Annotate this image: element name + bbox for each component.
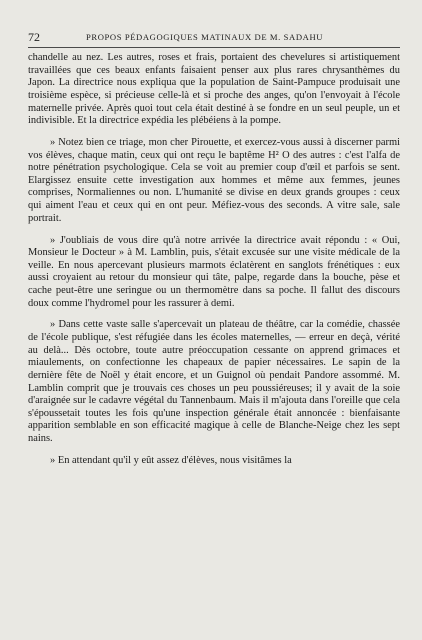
page-header — [28, 30, 400, 44]
paragraph: » En attendant qu'il y eût assez d'élèves, nous visitâmes la — [50, 454, 292, 466]
header-rule — [28, 47, 400, 48]
page-number: 72 — [28, 30, 40, 44]
paragraph: » Notez bien ce triage, mon cher Pirouette, et exercez-vous aussi à discerner parmi vos élèves, chaque matin, ceux qui ont reçu le baptême H² O des autres : c'est l'alfa de notre pénétration psychologique. Cela se voit au premier coup d'œil et parfois se sent. Elargissez ensuite cette investigation aux hommes et même aux femmes, jeunes comprises, Normaliennes ou non. L'humanité se divise en deux grands groupes : ceux qui aiment l'eau et ceux qui en ont peur. Méfiez-vous des seconds. A vitre sale, sale portrait. — [28, 136, 400, 224]
running-title: PROPOS PÉDAGOGIQUES MATINAUX DE M. SADAHU — [86, 32, 324, 42]
paragraph: » J'oubliais de vous dire qu'à notre arrivée la directrice avait répondu : « Oui, Monsieur le Docteur » à M. Lamblin, puis, s'était excusée sur une visite médicale de la veille. En nous apercevant plusieurs marmots éclatèrent en sanglots frénétiques : eux aussi croyaient au retour du monsieur qui tâte, palpe, regarde dans la bouche, pèse et cache peut-être une seringue ou un thermomètre dans sa poche. Il fallut des discours doux comme l'hydromel pour les rassurer à demi. — [28, 234, 400, 309]
paragraph: » Dans cette vaste salle s'apercevait un plateau de théâtre, car la comédie, chassée de l'école publique, s'est réfugiée dans les écoles maternelles, — erreur en deçà, vérité au delà... Dès octobre, toute autre préoccupation cessante on apprend grimaces et miaulements, on confectionne les chapeaux de papier nécessaires. Le sapin de la dernière fête de Noël y était encore, et un Guignol où pendait Pandore assommé. M. Lamblin comprit que je trouvais ces choses un peu poussiéreuses; il y avait de la soie d'araignée sur le cadavre végétal du Tannenbaum. Mais il m'ajouta dans l'oreille que cela s'époussetait toutes les fois qu'une inspection générale était annoncée : bienfaisante apparition semblable en son efficacité magique à celle de Blanche-Neige chez les sept nains. — [28, 319, 400, 445]
paragraph-continued: chandelle au nez. Les autres, roses et frais, portaient des chevelures si artistiquement travaillées que ces beaux enfants faisaient penser aux plus rares chrysanthèmes du Japon. La directrice nous expliqua que la population de Saint-Pampuce produisait une troisième espèce, si précieuse celle-là et si proche des anges, qu'on l'envoyait à l'école maternelle privée. Après quoi tout cela était destiné à se fondre en un seul peuple, un et indivisible. Et la directrice expédia les plébéiens à la pompe. — [28, 52, 400, 127]
page-body — [28, 52, 400, 468]
